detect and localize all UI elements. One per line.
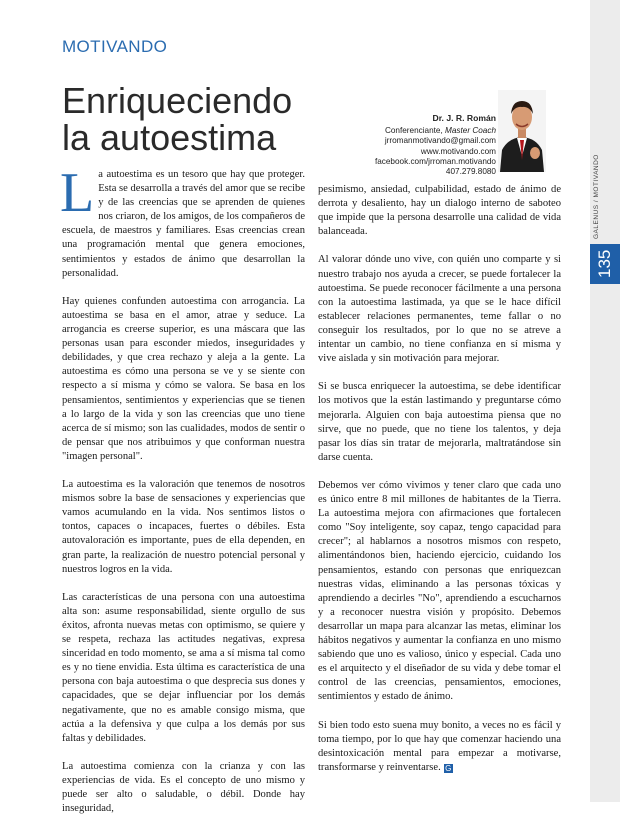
title-line-1: Enriqueciendo xyxy=(62,80,293,121)
author-phone: 407.279.8080 xyxy=(445,167,496,177)
paragraph: Debemos ver cómo vivimos y tener claro que cada uno es único entre 8 mil millones de habitantes de la Tierra. La autoestima mejora con afirmaciones que fortalecen como "Soy inteligente, soy capaz, tengo capacidad para crecer"; al hablarnos a nosotros mismos con respeto, alimentándonos bien, haciendo ejercicio, cuidando los pensamientos, estando con personas que enriquezcan nuestras vidas, eliminando a las personas tóxicas y aprendiendo a decirles "No", aprendiendo a escucharnos y a reconocer nuestra visión y propósito. Debemos desarrollar un mapa para alcanzar las metas, eliminar los hábitos negativos y aumentar la confianza en uno mismo sabiendo que uno es valioso, único y especial. Cada uno es el arquitecto y el diseñador de su vida y debe tomar el control de las creencias, pensamientos, emociones, sentimientos y estado de ánimo. xyxy=(318,479,561,703)
drop-cap: L xyxy=(60,162,95,224)
author-role xyxy=(375,126,496,136)
paragraph: La autoestima es la valoración que tenemos de nosotros mismos sobre la base de sensaciones y experiencias que vamos acumulando en la vida. Nos sentimos listos o tontos, capaces o incapaces, fuertes o débiles. Esta autovaloración es importante, pues de ella dependen, en gran parte, la realización de nuestro potencial personal y nuestros logros en la vida. xyxy=(62,479,305,575)
paragraph-text: a autoestima es un tesoro que hay que proteger. Esta se desarrolla a través del amor que se recibe y de las creencias que se aprenden de quienes nos criaron, de los amigos, de los compañeros de escuela, de maestros y familiares. Esas creencias crean una programación mental que genera emociones, sentimientos y estados de ánimo que desarrollan la personalidad. xyxy=(62,169,306,279)
author-name: Dr. J. R. Román xyxy=(432,113,496,123)
section-label: MOTIVANDO xyxy=(62,37,168,56)
author-website[interactable]: www.motivando.com xyxy=(420,146,496,156)
paragraph: Hay quienes confunden autoestima con arrogancia. La autoestima se basa en el amor, atrae y seduce. La arrogancia es creerse superior, es una máscara que las personas usan para esconder miedos, inseguridades y debilidades, y que crea rechazo y aleja a la gente. La autoestima es cómo una persona se ve y se siente con respecto a sí misma y cómo se valora. Se basa en los pensamientos, sentimientos y experiencias que se tienen a lo largo de la vida y son las creencias que uno tiene acerca de sí mismo; son las cualidades, modos de sentir o de pensar que nos atribuimos y que conforman nuestra "imagen personal". xyxy=(62,295,305,462)
article-column-right xyxy=(318,183,561,789)
author-role-title: Master Coach xyxy=(445,126,496,136)
page-number: 135 xyxy=(595,249,614,279)
paragraph-text: Si bien todo esto suena muy bonito, a veces no es fácil y toma tiempo, por lo que hay que comenzar haciendo una desintoxicación mental para empezar a motivarse, transformarse y reinventarse. xyxy=(318,719,561,773)
author-photo xyxy=(498,90,546,172)
author-portrait-image xyxy=(498,90,546,172)
article-title xyxy=(62,82,292,156)
page-number-tab xyxy=(590,244,620,284)
end-mark-icon: G xyxy=(445,763,452,773)
author-role-prefix: Conferenciante, xyxy=(384,126,446,136)
paragraph: Si se busca enriquecer la autoestima, se debe identificar los motivos que la están lastimando y preguntarse cómo mejorarla. Alguien con baja autoestima piensa que no sirve, que no puede, que no tiene los talentos, y deja pasar los días sin tratar de mejorarla, maltratándose sin darse cuenta. xyxy=(318,381,561,463)
page-sidebar xyxy=(590,0,620,802)
author-email[interactable]: jrromanmotivando@gmail.com xyxy=(384,136,496,146)
paragraph xyxy=(318,719,561,775)
author-info xyxy=(375,113,496,177)
author-facebook[interactable]: facebook.com/jrroman.motivando xyxy=(374,156,496,166)
paragraph: pesimismo, ansiedad, culpabilidad, estado de ánimo de derrota y desaliento, hay un dialogo interno de saboteo que impide que la persona desarrolle una calidad de vida balanceada. xyxy=(318,184,561,238)
paragraph: Las características de una persona con una autoestima alta son: asume responsabilidad, siente orgullo de sus éxitos, afronta nuevas metas con optimismo, se quiere y se respeta, rechaza las actitudes negativas, expresa sinceridad en todo momento, se ama a sí misma tal como es y no tiene envidia. Esta última es característica de una persona con baja autoestima o que desprecia sus dones y capacidades, que se dejar influenciar por los demás negativamente, que no es amable consigo misma, que actúa a la defensiva y que culpa a los demás por sus faltas y debilidades. xyxy=(62,591,305,744)
paragraph: La autoestima comienza con la crianza y con las experiencias de vida. Es el concepto de uno mismo y puede ser alto o saludable, o débil. Donde hay inseguridad, xyxy=(62,760,305,815)
magazine-label: GALENUS / MOTIVANDO xyxy=(593,154,600,240)
article-column-left xyxy=(60,162,306,830)
paragraph: Al valorar dónde uno vive, con quién uno comparte y si nuestro trabajo nos ayuda a crecer, se puede fortalecer la autoestima. Se puede reconocer fácilmente a una persona con la autoestima lastimada, ya que se le hace difícil establecer relaciones permanentes, teme fallar o no conseguir los resultados, por lo que no se atreve a intentar un cambio, no tiene confianza en sí misma y vive aislada y sin motivación para mejorar. xyxy=(318,254,561,365)
title-line-2: la autoestima xyxy=(62,117,277,158)
paragraph xyxy=(60,162,306,281)
